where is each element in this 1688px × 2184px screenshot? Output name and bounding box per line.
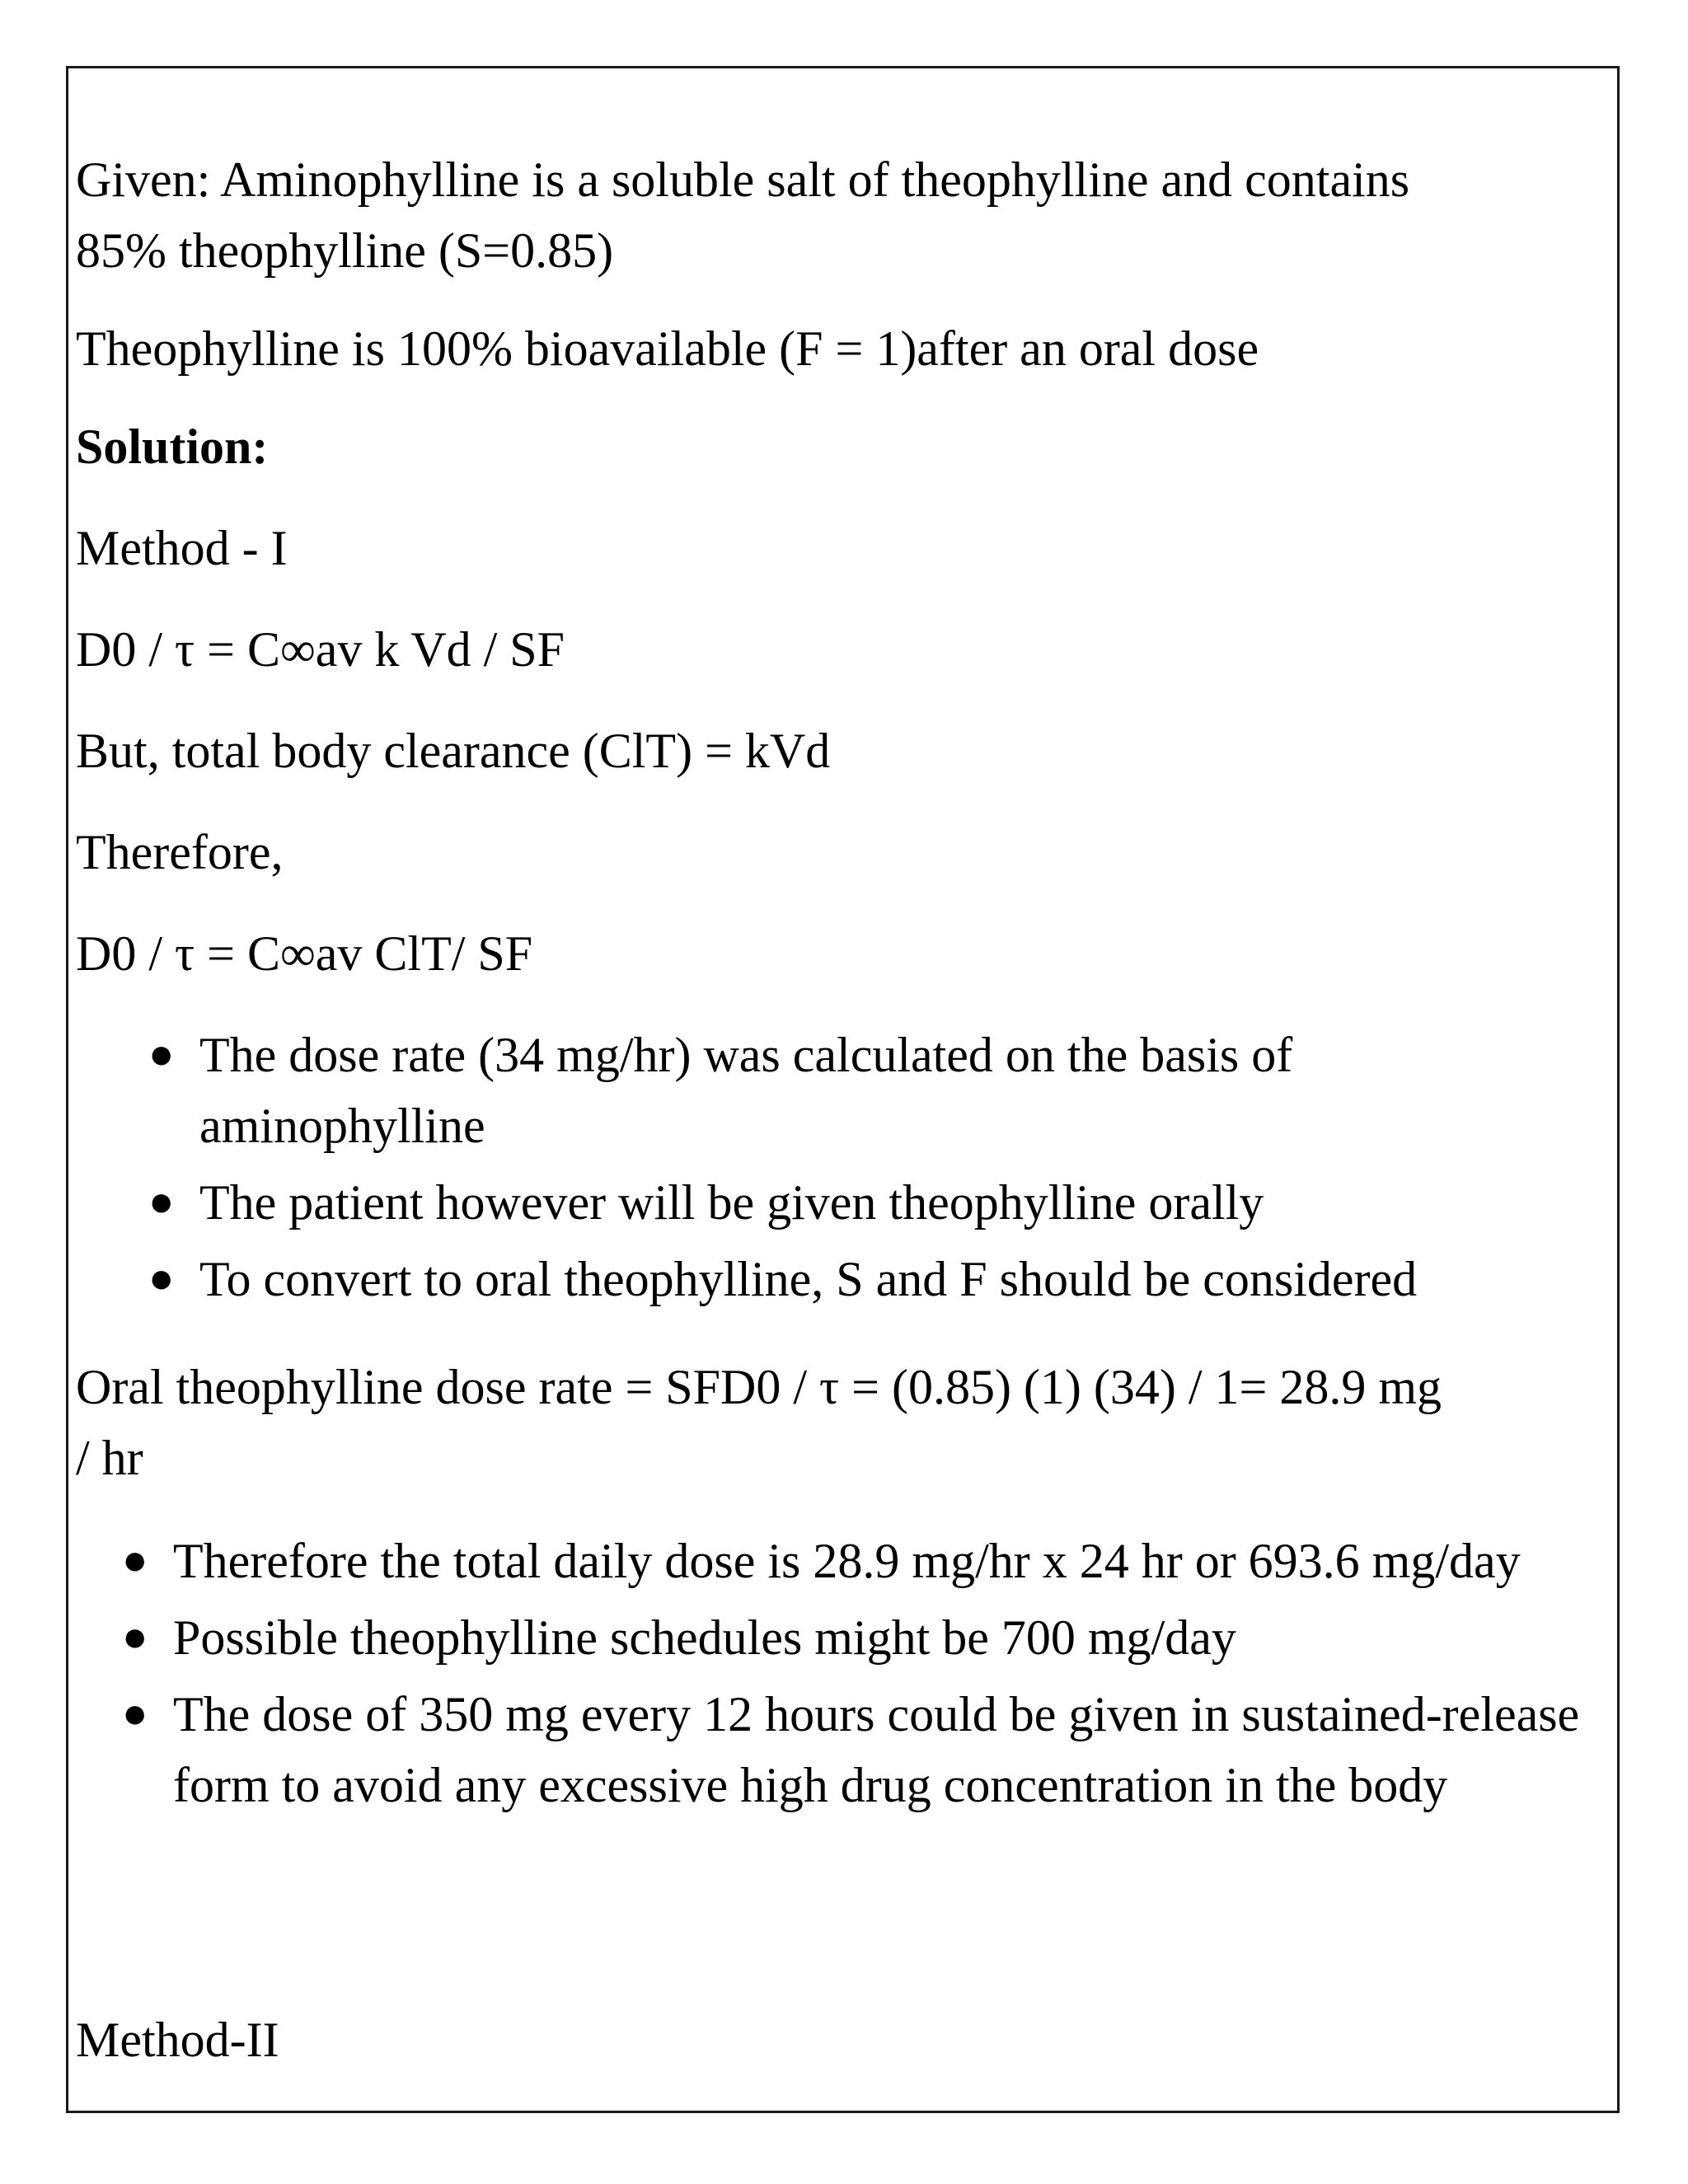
method-1-label: Method - I — [76, 521, 288, 575]
given-line-2: 85% theophylline (S=0.85) — [76, 223, 614, 278]
formula-1: D0 / τ = C∞av k Vd / SF — [76, 622, 565, 677]
bullet-icon: ● — [122, 1690, 148, 1737]
list-item — [122, 1679, 1591, 1821]
therefore-line: Therefore, — [76, 825, 284, 879]
method-2-label: Method-II — [76, 2013, 279, 2067]
list-item — [122, 1526, 1591, 1596]
bullet-icon: ● — [148, 1255, 175, 1302]
solution-heading: Solution: — [76, 419, 269, 474]
oral-rate-line-2: / hr — [76, 1431, 143, 1485]
list-item-text: The dose rate (34 mg/hr) was calculated on the basis of aminophylline — [199, 1028, 1293, 1153]
bullet-icon: ● — [148, 1179, 175, 1226]
list-item — [148, 1167, 1485, 1238]
list-item — [148, 1244, 1485, 1315]
bioavailability-line: Theophylline is 100% bioavailable (F = 1)after an oral dose — [76, 321, 1259, 376]
bullet-list-a — [148, 1019, 1485, 1315]
list-item-text: Possible theophylline schedules might be 700 mg/day — [173, 1610, 1236, 1665]
bullet-icon: ● — [148, 1031, 175, 1078]
bullet-icon: ● — [122, 1537, 148, 1584]
bullet-list-b — [122, 1526, 1591, 1821]
bullet-icon: ● — [122, 1614, 148, 1661]
list-item — [122, 1602, 1591, 1673]
list-item-text: Therefore the total daily dose is 28.9 mg/hr x 24 hr or 693.6 mg/day — [173, 1534, 1521, 1588]
given-line-1: Given: Aminophylline is a soluble salt of theophylline and contains — [76, 152, 1410, 207]
formula-2: D0 / τ = C∞av ClT/ SF — [76, 926, 533, 981]
clearance-note: But, total body clearance (ClT) = kVd — [76, 724, 831, 778]
list-item — [148, 1019, 1485, 1161]
list-item-text: The dose of 350 mg every 12 hours could be given in sustained-release form to avoid any excessive high drug concentration in the body — [173, 1687, 1580, 1812]
list-item-text: The patient however will be given theophylline orally — [199, 1175, 1264, 1230]
oral-rate-line-1: Oral theophylline dose rate = SFD0 / τ = (0.85) (1) (34) / 1= 28.9 mg — [76, 1360, 1442, 1414]
list-item-text: To convert to oral theophylline, S and F should be considered — [199, 1252, 1418, 1306]
